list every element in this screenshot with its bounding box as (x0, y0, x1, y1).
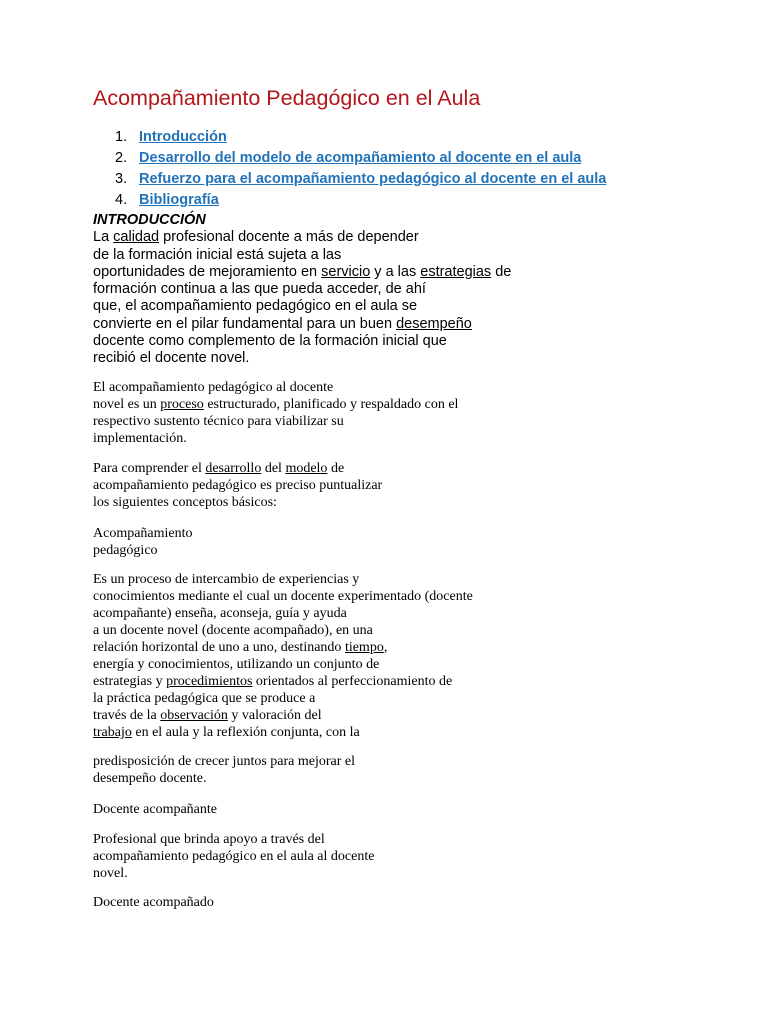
text-line: Para comprender el desarrollo del modelo de (93, 461, 345, 476)
text-line: implementación. (93, 431, 187, 446)
text-line: acompañamiento pedagógico es preciso puntualizar (93, 478, 383, 493)
text-line: desempeño docente. (93, 771, 207, 786)
underlined-term-link[interactable]: desempeño (396, 315, 472, 332)
paragraph-predisposicion (93, 753, 355, 787)
text-line: convierte en el pilar fundamental para un buen desempeño (93, 315, 472, 332)
text-line: energía y conocimientos, utilizando un conjunto de (93, 657, 380, 672)
toc-number: 3. (115, 171, 128, 187)
text-line: formación continua a las que pueda acceder, de ahí (93, 281, 426, 298)
underlined-term-link[interactable]: trabajo (93, 725, 132, 740)
text-line: predisposición de crecer juntos para mejorar el (93, 754, 356, 769)
underlined-term-link[interactable]: procedimientos (166, 674, 253, 689)
text-line: relación horizontal de uno a uno, destinando tiempo, (93, 640, 388, 655)
toc-link-refuerzo[interactable]: Refuerzo para el acompañamiento pedagógico al docente en el aula (139, 171, 607, 187)
text-line: novel. (93, 866, 128, 881)
toc-item (115, 148, 606, 169)
paragraph-proceso-intercambio (93, 571, 473, 741)
text-line: Docente acompañante (93, 802, 217, 817)
underlined-term-link[interactable]: calidad (113, 229, 160, 246)
text-line: a un docente novel (docente acompañado), en una (93, 623, 373, 638)
text-line: trabajo en el aula y la reflexión conjunta, con la (93, 725, 360, 740)
text-line: La calidad profesional docente a más de depender (93, 229, 419, 246)
toc-item (115, 190, 606, 211)
text-line: la práctica pedagógica que se produce a (93, 691, 316, 706)
underlined-term-link[interactable]: servicio (321, 263, 371, 280)
document-title: Acompañamiento Pedagógico en el Aula (93, 86, 481, 110)
text-line: los siguientes conceptos básicos: (93, 495, 277, 510)
toc-number: 1. (115, 129, 128, 145)
text-line: que, el acompañamiento pedagógico en el aula se (93, 298, 418, 315)
toc-item (115, 169, 606, 190)
text-line: respectivo sustento técnico para viabilizar su (93, 414, 344, 429)
toc-item (115, 127, 606, 148)
toc-number: 2. (115, 150, 128, 166)
text-line: través de la observación y valoración del (93, 708, 322, 723)
text-line: Docente acompañado (93, 895, 214, 910)
text-line: novel es un proceso estructurado, planificado y respaldado con el (93, 397, 459, 412)
text-line: de la formación inicial está sujeta a las (93, 246, 342, 263)
heading-docente-acompanado (93, 894, 214, 911)
underlined-term-link[interactable]: estrategias (420, 263, 492, 280)
underlined-term-link[interactable]: observación (160, 708, 228, 723)
text-line: Es un proceso de intercambio de experiencias y (93, 572, 360, 587)
underlined-term-link[interactable]: desarrollo (205, 461, 262, 476)
paragraph-profesional-apoyo (93, 831, 374, 882)
underlined-term-link[interactable]: proceso (160, 397, 204, 412)
text-line: estrategias y procedimientos orientados al perfeccionamiento de (93, 674, 453, 689)
text-line: acompañante) enseña, aconseja, guía y ayuda (93, 606, 347, 621)
text-line: Acompañamiento (93, 526, 193, 541)
text-line: docente como complemento de la formación inicial que (93, 333, 447, 350)
text-line: pedagógico (93, 543, 158, 558)
toc-link-introduccion[interactable]: Introducción (139, 129, 227, 145)
heading-docente-acompanante (93, 801, 217, 818)
table-of-contents (115, 127, 606, 211)
toc-number: 4. (115, 192, 128, 208)
text-line: El acompañamiento pedagógico al docente (93, 380, 334, 395)
paragraph-conceptos-basicos (93, 460, 382, 511)
toc-link-bibliografia[interactable]: Bibliografía (139, 192, 219, 208)
introduction-section (93, 212, 511, 368)
heading-acompanamiento-pedagogico (93, 525, 193, 559)
introduction-text (93, 229, 511, 367)
text-line: conocimientos mediante el cual un docente experimentado (docente (93, 589, 473, 604)
underlined-term-link[interactable]: tiempo (344, 640, 384, 655)
text-line: acompañamiento pedagógico en el aula al docente (93, 849, 375, 864)
text-line: oportunidades de mejoramiento en servicio y a las estrategias de (93, 263, 512, 280)
text-line: Profesional que brinda apoyo a través del (93, 832, 325, 847)
toc-link-desarrollo[interactable]: Desarrollo del modelo de acompañamiento al docente en el aula (139, 150, 582, 166)
underlined-term-link[interactable]: modelo (285, 461, 328, 476)
text-line: recibió el docente novel. (93, 350, 250, 367)
introduction-heading: INTRODUCCIÓN (93, 212, 206, 228)
paragraph-acompanamiento-definicion (93, 379, 458, 447)
